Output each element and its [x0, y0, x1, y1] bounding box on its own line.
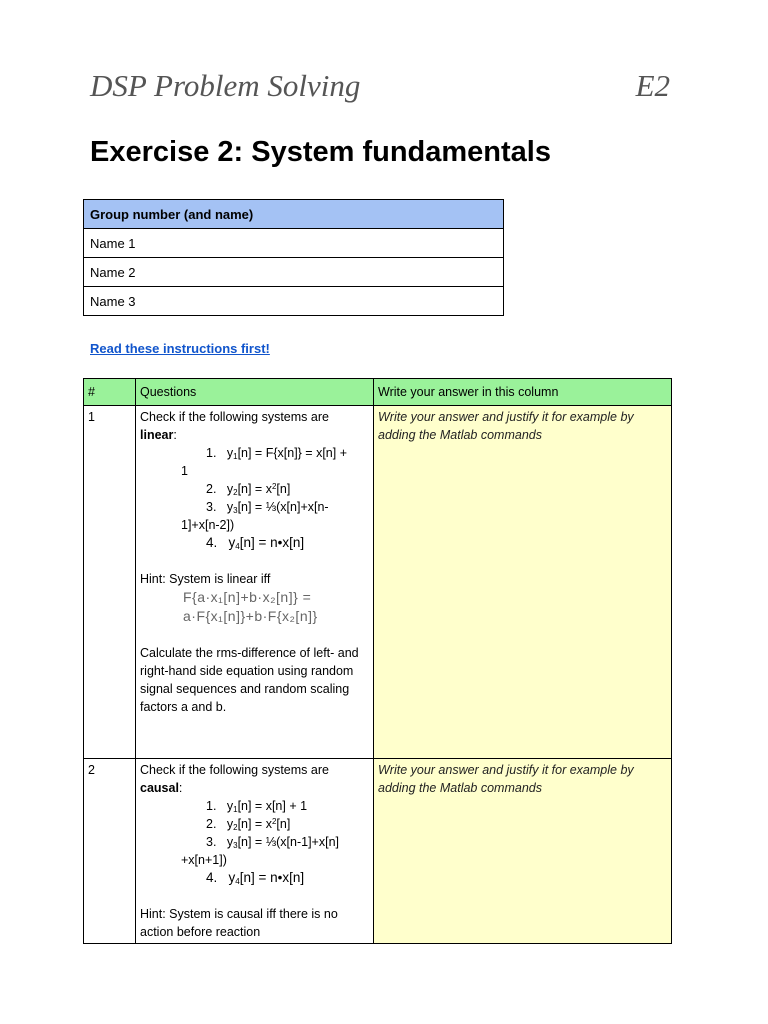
system-item: 1. $y_1[n] = x[n] + 1$ [206, 799, 308, 814]
column-header-answer: Write your answer in this column [374, 379, 672, 406]
question-text [136, 406, 374, 759]
linearity-formula: F{a·x₁[n]+b·x₂[n]} = [183, 589, 312, 605]
system-item-continuation: +x[n+1]) [181, 853, 227, 867]
document-header [90, 68, 670, 112]
group-table-header: Group number (and name) [84, 200, 504, 229]
answer-cell[interactable]: Write your answer and justify it for example by adding the Matlab commands [374, 406, 672, 759]
question-number: 1 [84, 406, 136, 759]
group-name-field[interactable]: Name 3 [84, 287, 504, 316]
system-item-continuation: 1]+x[n-2]) [181, 518, 235, 532]
document-title: DSP Problem Solving [90, 68, 361, 103]
instructions-link[interactable]: Read these instructions first! [90, 341, 270, 356]
questions-table-header [84, 379, 672, 406]
answer-cell[interactable]: Write your answer and justify it for example by adding the Matlab commands [374, 759, 672, 944]
system-item: 1. $y_1[n] = F\{x[n]\} = x[n]$ + [206, 446, 348, 461]
hint-text: Hint: System is causal iff there is no action before reaction [140, 907, 338, 939]
system-item: 4. $y_4[n]$ = n•x[n] [206, 535, 305, 551]
group-name-field[interactable]: Name 2 [84, 258, 504, 287]
question-text [136, 759, 374, 944]
system-item: 4. $y_4[n]$ = n•x[n] [206, 870, 305, 886]
calculation-instruction: Calculate the rms-difference of left- and right-hand side equation using random signal sequences and random scaling factors a and b. [140, 646, 359, 714]
exercise-heading: Exercise 2: System fundamentals [90, 136, 551, 168]
questions-table [83, 378, 672, 944]
question-row [84, 406, 672, 759]
system-item: 2. $y_2[n] = x^2[n]$ [206, 482, 291, 497]
system-item: 3. $y_3[n]$ = ⅓(x[n-1]+x[n] [206, 835, 340, 850]
group-table [83, 199, 504, 316]
question-row [84, 759, 672, 944]
column-header-number: # [84, 379, 136, 406]
question-intro: Check if the following systems are linear: [140, 410, 329, 442]
system-item: 2. $y_2[n] = x^2[n]$ [206, 817, 291, 832]
system-item-continuation: 1 [181, 464, 188, 478]
question-intro: Check if the following systems are causal: [140, 763, 329, 795]
column-header-questions: Questions [136, 379, 374, 406]
linearity-formula: a·F{x₁[n]}+b·F{x₂[n]} [183, 608, 318, 624]
question-number: 2 [84, 759, 136, 944]
exercise-code: E2 [635, 68, 670, 103]
system-item: 3. $y_3[n]$ = ⅓(x[n]+x[n- [206, 500, 329, 515]
hint-text: Hint: System is linear iff [140, 572, 271, 586]
group-name-field[interactable]: Name 1 [84, 229, 504, 258]
